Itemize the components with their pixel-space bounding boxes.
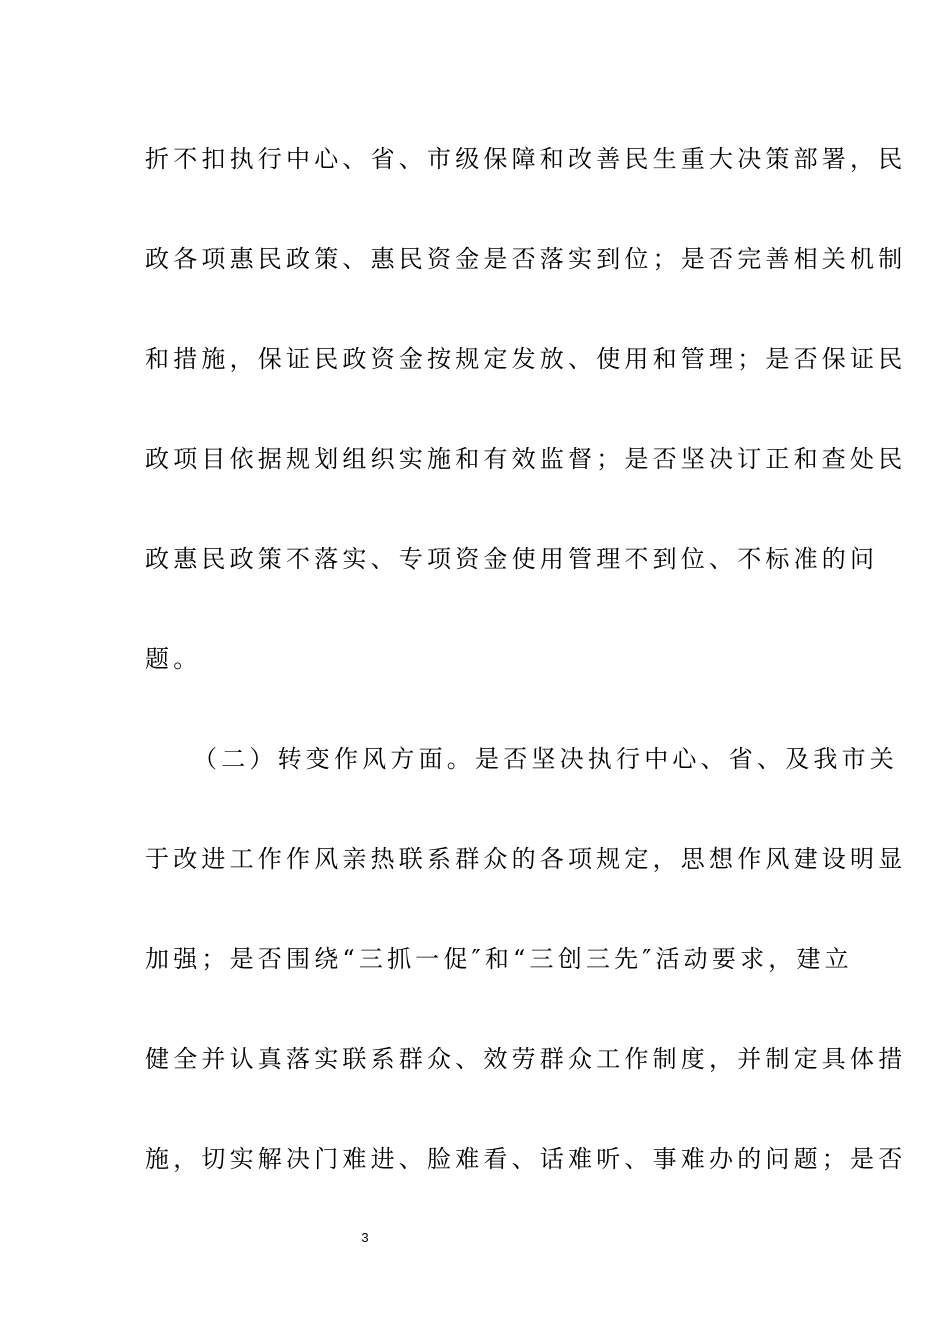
page-number: 3 — [361, 1230, 369, 1245]
body-text-line: 政惠民政策不落实、专项资金使用管理不到位、不标准的问 — [145, 545, 879, 573]
body-text-line: 健全并认真落实联系群众、效劳群众工作制度，并制定具体措 — [145, 1045, 907, 1073]
body-text-line: 于改进工作作风亲热联系群众的各项规定，思想作风建设明显 — [145, 845, 907, 873]
body-text-line: 题。 — [145, 645, 202, 673]
body-text-line: 折不扣执行中心、省、市级保障和改善民生重大决策部署，民 — [145, 145, 907, 173]
body-text-line: 和措施，保证民政资金按规定发放、使用和管理；是否保证民 — [145, 345, 907, 373]
section-heading-line: （二）转变作风方面。是否坚决执行中心、省、及我市关 — [193, 745, 898, 773]
body-text-line: 施，切实解决门难进、脸难看、话难听、事难办的问题；是否 — [145, 1145, 907, 1173]
body-text-line: 加强；是否围绕“三抓一促″和“三创三先″活动要求，建立 — [145, 945, 853, 973]
body-text-line: 政项目依据规划组织实施和有效监督；是否坚决订正和查处民 — [145, 445, 907, 473]
body-text-line: 政各项惠民政策、惠民资金是否落实到位；是否完善相关机制 — [145, 245, 907, 273]
